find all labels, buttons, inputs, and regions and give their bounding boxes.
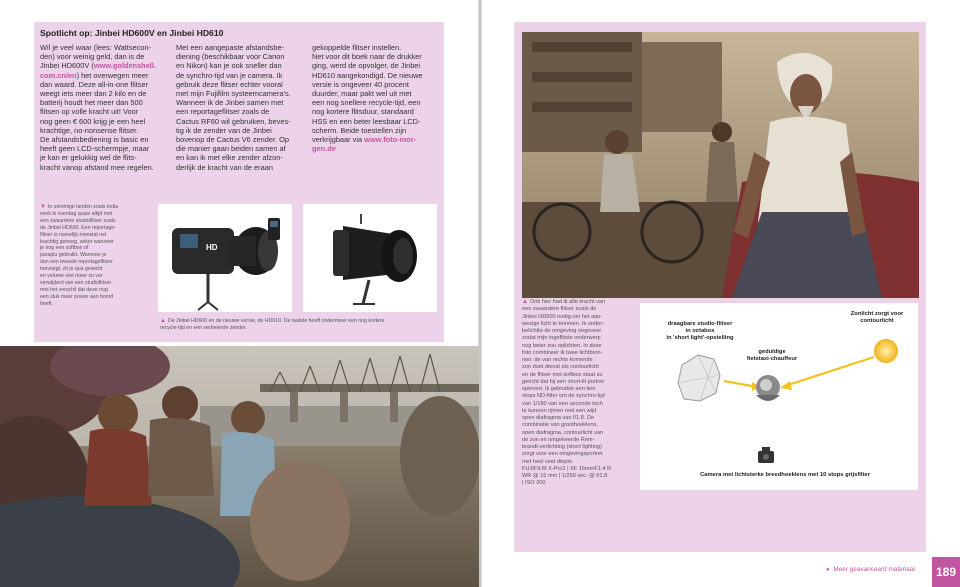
spotlight-title: Spotlicht op: Jinbei HD600V en Jinbei HD610 bbox=[40, 28, 224, 38]
rickshaw-driver-photo bbox=[522, 32, 919, 298]
product-caption: ▲ De Jinbei HD600 en de nieuwe versie, de HD610. De laatste heeft ondermeer een nog kortere recycle-tijd en een verbeterde zender. bbox=[160, 318, 385, 331]
softbox-label: draagbare studio-flitser in octabox in 'short light'-opstelling bbox=[666, 321, 734, 341]
triangle-up-icon: ▲ bbox=[160, 318, 166, 324]
camera-label: Camera met lichtsterke breedhoeklens met 10 stops grijsfilter bbox=[700, 472, 870, 478]
triangle-down-icon: ▼ bbox=[40, 204, 46, 210]
children-riverbank-photo bbox=[0, 346, 479, 587]
spotlight-column-2: Met een aangepaste afstandsbe- diening (beschikbaar voor Canon en Nikon) kan je ook sneller dan de synchro-tijd van je camera. Ik gebruik deze flitser echter vooral met mijn Fujifilm systeemcamera's. Wanneer ik de Jinbei samen met een reportageflitser zoals de Cactus RF60 wil gebruiken, beves- tig ik de zender van de Jinbei bovenop de Cactus V6 zender. Op die manier gaan beiden samen af en kan ik met elke zender afzon- derlijk de kracht van de eraan bbox=[176, 43, 291, 172]
section-footer: ● Meer geavanceerd materiaal bbox=[826, 566, 915, 573]
spotlight-column-1: Wil je veel waar (lees: Wattsecon- den) voor weinig geld, dan is de Jinbei HD600V (www.goldenshell. com.cn/en) het overwegen meer dan waard. Deze all-in-one flitser weegt iets meer dan 2 kilo en de batterij houdt het meer dan 500 flitsen op volle kracht uit! Voor nog geen € 600 krijg je een heel krachtige, no-nonsense flitser. De afstandsbediening is basic en heeft geen LCD-schermpje, maar je kan er gelukkig wel de flits- kracht vanop afstand mee regelen. bbox=[40, 43, 156, 172]
foto-morgen-link[interactable]: www.foto-mor- gen.de bbox=[312, 135, 417, 154]
goldenshell-link[interactable]: www.goldenshell. com.cn/en bbox=[40, 61, 156, 80]
svg-text:HD: HD bbox=[206, 243, 218, 252]
page-number: 189 bbox=[932, 557, 960, 587]
india-caption: ▼ In sommige landen zoals India werk ik overdag quasi altijd met een zwaardere studioflitser zoals de Jinbei HD600. Een reportage- flitser is namelijk meestal net krachtig genoeg, zeker wanneer je nog een softbox of paraplu gebruikt. Wanneer je dan een tweede reportageflitser toevoegt, zit je qua gewicht en volume niet meer zo ver verwijderd van een studioflitser met het verschil dat deze nog een stuk meer power aan boord heeft. bbox=[40, 204, 119, 307]
spotlight-column-3: gekoppelde flitser instellen. Net voor dit boek naar de drukker ging, werd de opvolger, de Jinbei HD610 aangekondigd. De nieuwe versie is ongeveer 40 procent duurder, maar pakt wel uit met een nog snellere recycle-tijd, een nog kortere flitsduur, standaard HSS en een beter leesbaar LCD- scherm. Beide toestellen zijn verkrijgbaar via www.foto-mor- gen.de bbox=[312, 43, 423, 154]
triangle-up-icon: ▲ bbox=[522, 299, 528, 305]
jinbei-hd610-photo bbox=[303, 204, 437, 312]
sun-label: Zonlicht zorgt voor contourlicht bbox=[850, 311, 904, 324]
jinbei-hd600v-photo bbox=[158, 204, 292, 312]
bullet-icon: ● bbox=[826, 567, 830, 573]
lighting-diagram bbox=[640, 303, 918, 490]
rickshaw-caption: ▲ Ook hier had ik alle kracht van een zwaardere flitser zoals de Jinbei HD600 nodig om het aan- wezige licht te temmen. Ik onder- belichtte de omgeving ongeveer zodat mijn ingeflitste onderwerp nog beter zou oplichten. In deze foto combineer ik twee lichtbron- nen: de van rechts komende zon doet dienst als contourlicht en de flitser met softbox staat zo gericht dat hij een short-lit portret oplevert. Ik gebruikte een tien stops ND-filter om de synchro-tijd van 1/180 van een seconde toch te kunnen rijmen met een wijd open diafragma van f/1.8. De combinatie van groothoeklens, open diafragma, contourlicht van de zon en omgekeerde Rem- brandt-verlichting (short lighting) zorgt voor een omgevingsportret met heel veel diepte. FUJIFILM X-Pro2 | XF 16mmF1.4 R WR @ 16 mm | 1/250 sec. @ f/1.8 | ISO 200 bbox=[522, 299, 612, 487]
subject-label: geduldige fietstaxi-chauffeur bbox=[746, 349, 798, 362]
